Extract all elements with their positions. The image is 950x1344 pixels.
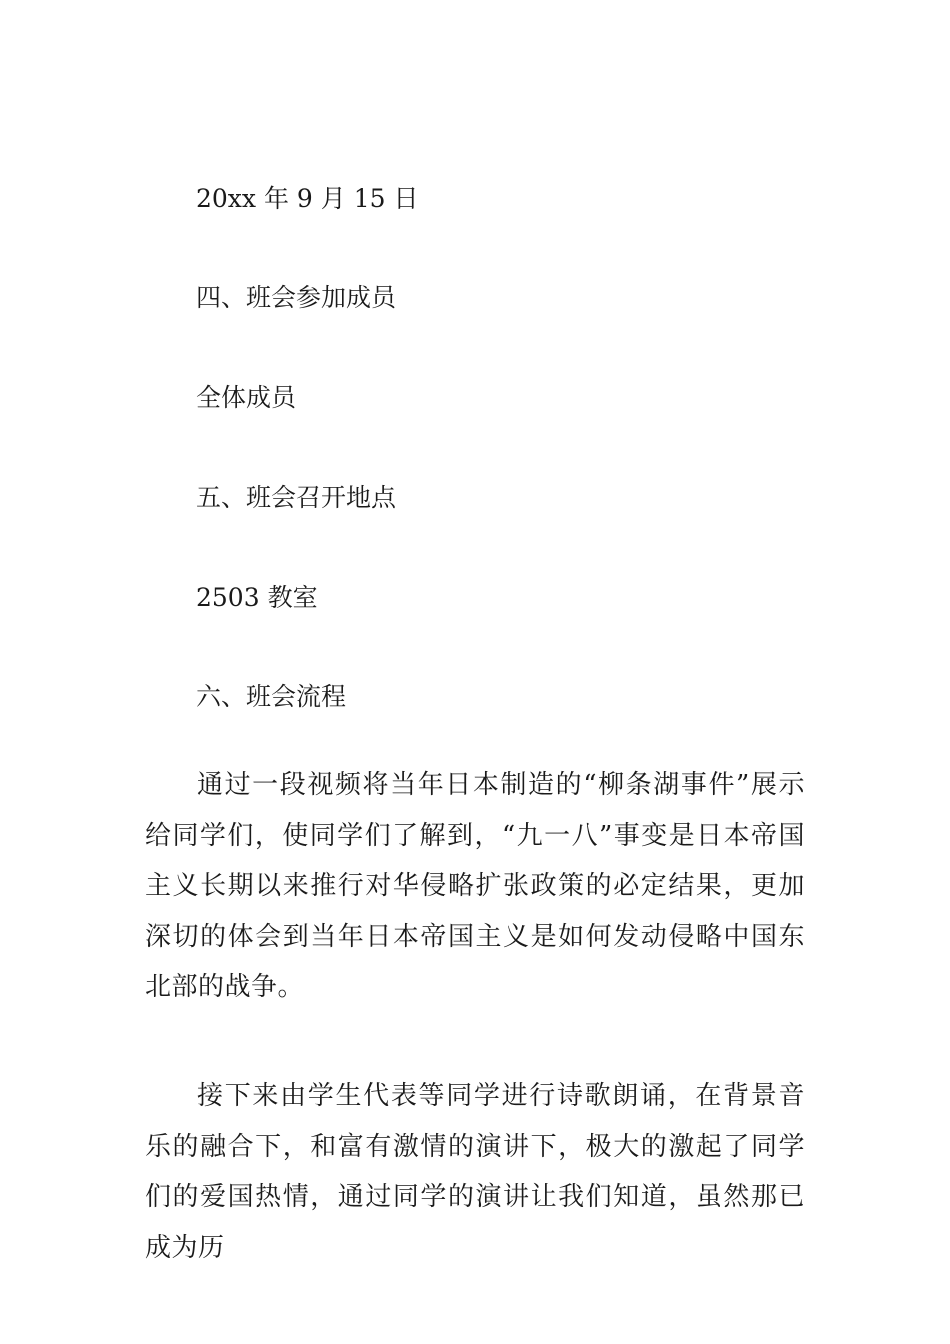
participants-text: 全体成员 — [196, 383, 297, 412]
section-heading-participants: 四、班会参加成员 — [196, 283, 397, 312]
section-heading-location: 五、班会召开地点 — [196, 483, 397, 512]
section-heading-process: 六、班会流程 — [196, 682, 347, 711]
location-text: 2503 教室 — [196, 583, 318, 612]
process-paragraph-1: 通过一段视频将当年日本制造的“柳条湖事件”展示给同学们，使同学们了解到，“九一八”事变是日本帝国主义长期以来推行对华侵略扩张政策的必定结果，更加深切的体会到当年日本帝国主义是如何发动侵略中国东北部的战争。 — [145, 770, 805, 1002]
date-line: 20xx 年 9 月 15 日 — [196, 184, 419, 213]
process-paragraph-2: 接下来由学生代表等同学进行诗歌朗诵，在背景音乐的融合下，和富有激情的演讲下，极大的激起了同学们的爱国热情，通过同学的演讲让我们知道，虽然那已成为历 — [145, 1081, 805, 1263]
